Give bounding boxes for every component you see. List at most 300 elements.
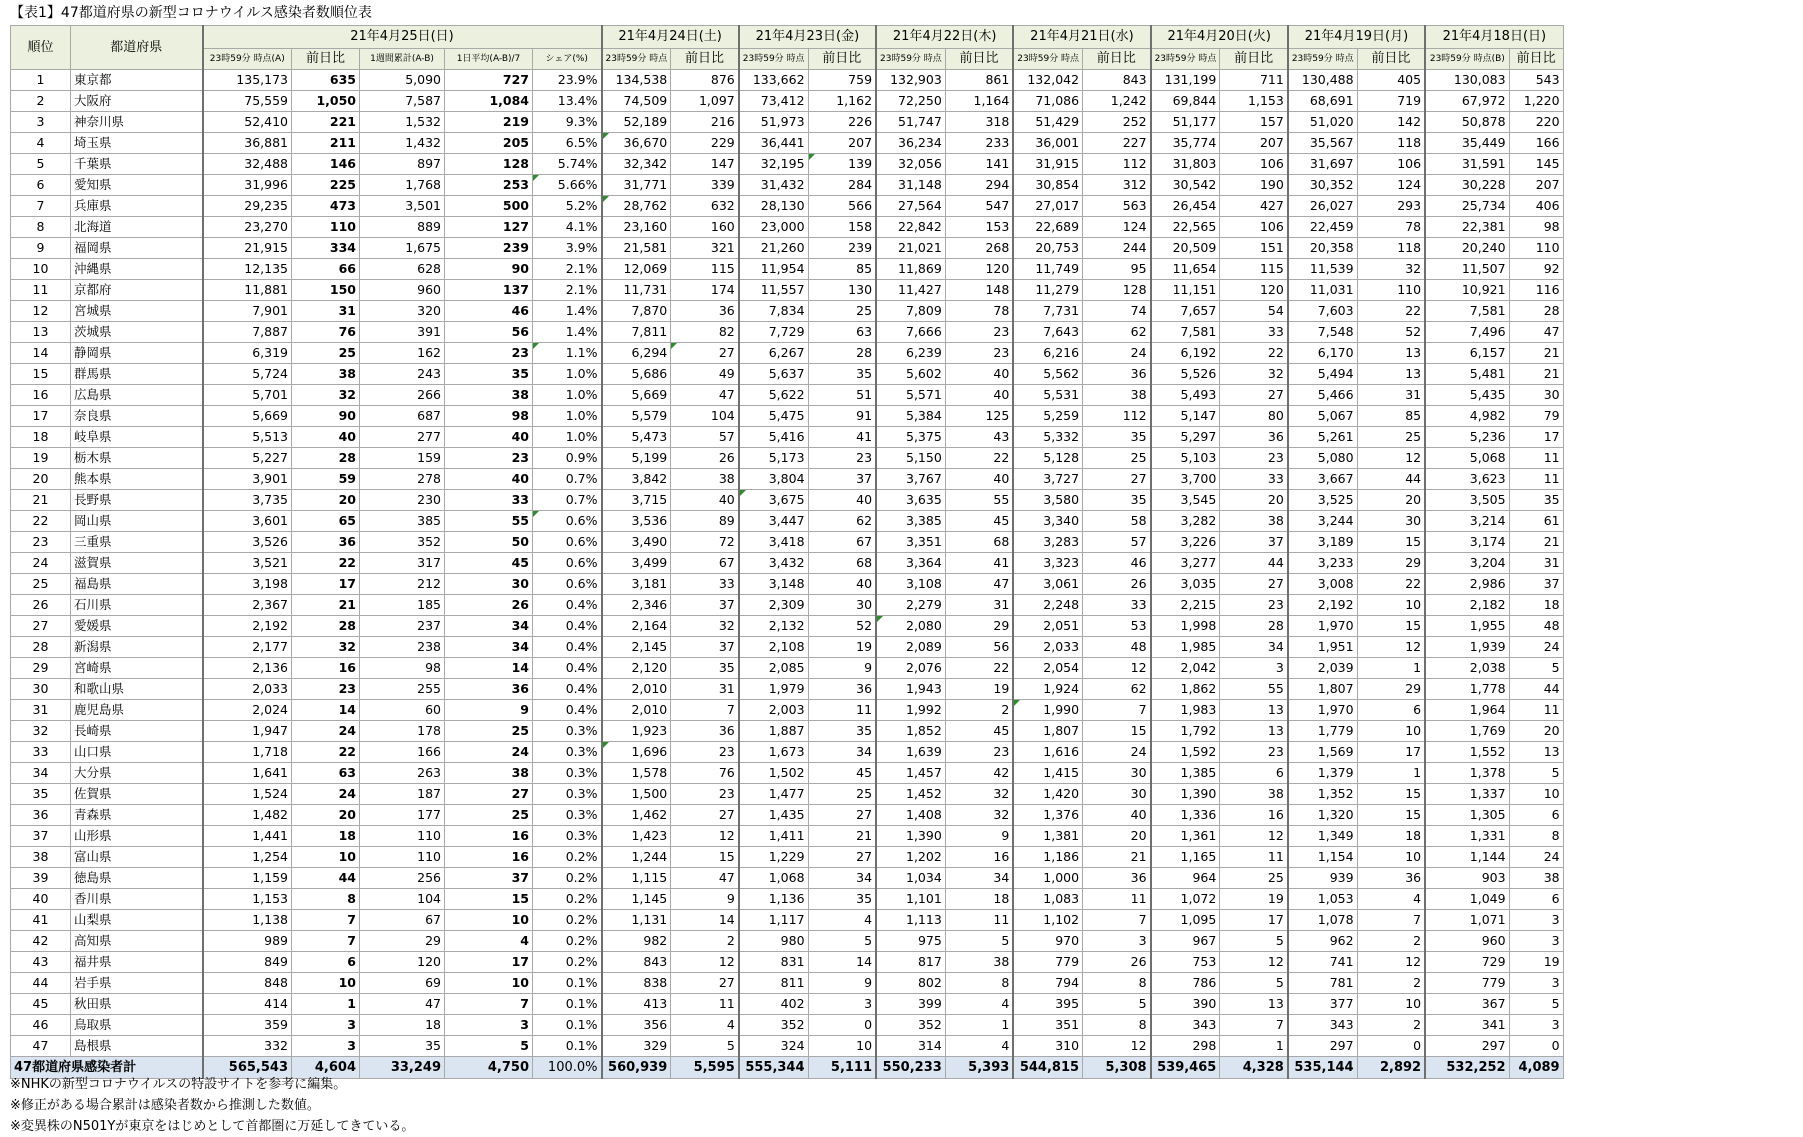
- hist-cumulative-cell: 1,964: [1425, 700, 1509, 721]
- hist-diff-cell: 7: [1083, 700, 1151, 721]
- prev-day-cell: 17: [292, 574, 360, 595]
- hist-cumulative-cell: 2,309: [739, 595, 808, 616]
- hist-diff-cell: 321: [671, 238, 739, 259]
- hist-cumulative-cell: 22,565: [1151, 217, 1220, 238]
- hist-cumulative-cell: 3,490: [602, 532, 671, 553]
- hist-diff-cell: 47: [671, 385, 739, 406]
- hist-cumulative-cell: 1,411: [739, 826, 808, 847]
- hist-diff-cell: 82: [671, 322, 739, 343]
- hist-diff-cell: 339: [671, 175, 739, 196]
- hist-diff-cell: 40: [808, 574, 876, 595]
- hist-cumulative-cell: 838: [602, 973, 671, 994]
- cumulative-cell: 2,024: [203, 700, 292, 721]
- hist-diff-cell: 405: [1357, 70, 1425, 91]
- hist-diff-cell: 157: [1220, 112, 1288, 133]
- hist-diff-cell: 68: [808, 553, 876, 574]
- daily-average-cell: 4: [445, 931, 533, 952]
- hist-cumulative-cell: 2,038: [1425, 658, 1509, 679]
- hist-cumulative-cell: 74,509: [602, 91, 671, 112]
- hist-diff-cell: 36: [1220, 427, 1288, 448]
- hist-diff-cell: 55: [945, 490, 1013, 511]
- hist-cumulative-cell: 939: [1288, 868, 1357, 889]
- hist-cumulative-cell: 1,420: [1013, 784, 1082, 805]
- hist-diff-cell: 10: [1509, 784, 1563, 805]
- daily-average-cell: 56: [445, 322, 533, 343]
- hist-diff-cell: 24: [1509, 637, 1563, 658]
- cumulative-cell: 359: [203, 1015, 292, 1036]
- hist-cumulative-cell: 3,447: [739, 511, 808, 532]
- table-row: [11, 994, 1564, 1015]
- footnotes: [10, 1074, 414, 1137]
- hist-diff-cell: 63: [808, 322, 876, 343]
- hist-diff-cell: 5: [1509, 994, 1563, 1015]
- hist-diff-cell: 27: [671, 805, 739, 826]
- hist-cumulative-cell: 3,108: [876, 574, 945, 595]
- hist-cumulative-cell: 5,669: [602, 385, 671, 406]
- hist-cumulative-cell: 3,545: [1151, 490, 1220, 511]
- hist-cumulative-cell: 356: [602, 1015, 671, 1036]
- hist-cumulative-cell: 5,435: [1425, 385, 1509, 406]
- hist-diff-cell: 30: [808, 595, 876, 616]
- daily-average-cell: 10: [445, 910, 533, 931]
- hist-cumulative-cell: 1,673: [739, 742, 808, 763]
- daily-average-cell: 34: [445, 637, 533, 658]
- prev-day-cell: 21: [292, 595, 360, 616]
- week-total-cell: 60: [360, 700, 445, 721]
- cumulative-cell: 332: [203, 1036, 292, 1057]
- hist-diff-cell: 24: [1083, 343, 1151, 364]
- prefecture-cell: 大分県: [71, 763, 203, 784]
- rank-cell: 47: [11, 1036, 71, 1057]
- hist-diff-cell: 112: [1083, 406, 1151, 427]
- rank-cell: 15: [11, 364, 71, 385]
- daily-average-cell: 239: [445, 238, 533, 259]
- share-cell: 0.3%: [533, 826, 602, 847]
- hist-diff-cell: 318: [945, 112, 1013, 133]
- share-cell: 1.0%: [533, 427, 602, 448]
- hist-cumulative-cell: 71,086: [1013, 91, 1082, 112]
- rank-cell: 20: [11, 469, 71, 490]
- hist-cumulative-cell: 31,148: [876, 175, 945, 196]
- hist-diff-cell: 2: [1357, 973, 1425, 994]
- daily-average-cell: 98: [445, 406, 533, 427]
- hist-cumulative-cell: 130,083: [1425, 70, 1509, 91]
- hist-cumulative-cell: 72,250: [876, 91, 945, 112]
- hist-cumulative-cell: 3,148: [739, 574, 808, 595]
- prefecture-cell: 愛知県: [71, 175, 203, 196]
- share-cell: 0.2%: [533, 889, 602, 910]
- table-row: [11, 91, 1564, 112]
- hist-cumulative-cell: 1,951: [1288, 637, 1357, 658]
- daily-average-cell: 37: [445, 868, 533, 889]
- header-prev-day: 前日比: [1083, 49, 1151, 70]
- hist-cumulative-cell: 3,204: [1425, 553, 1509, 574]
- prev-day-cell: 66: [292, 259, 360, 280]
- hist-cumulative-cell: 1,979: [739, 679, 808, 700]
- hist-cumulative-cell: 2,010: [602, 700, 671, 721]
- hist-diff-cell: 51: [808, 385, 876, 406]
- hist-diff-cell: 216: [671, 112, 739, 133]
- hist-diff-cell: 9: [671, 889, 739, 910]
- table-row: [11, 511, 1564, 532]
- share-cell: 2.1%: [533, 259, 602, 280]
- prev-day-cell: 211: [292, 133, 360, 154]
- hist-cumulative-cell: 967: [1151, 931, 1220, 952]
- hist-cumulative-cell: 341: [1425, 1015, 1509, 1036]
- hist-cumulative-cell: 5,199: [602, 448, 671, 469]
- cumulative-cell: 135,173: [203, 70, 292, 91]
- hist-cumulative-cell: 68,691: [1288, 91, 1357, 112]
- hist-diff-cell: 207: [1509, 175, 1563, 196]
- hist-diff-cell: 3: [1083, 931, 1151, 952]
- hist-cumulative-cell: 1,415: [1013, 763, 1082, 784]
- table-header: [11, 26, 1564, 70]
- prev-day-cell: 24: [292, 721, 360, 742]
- hist-diff-cell: 125: [945, 406, 1013, 427]
- hist-diff-cell: 220: [1509, 112, 1563, 133]
- week-total-cell: 98: [360, 658, 445, 679]
- hist-cumulative-cell: 3,061: [1013, 574, 1082, 595]
- hist-cumulative-cell: 1,616: [1013, 742, 1082, 763]
- hist-cumulative-cell: 22,842: [876, 217, 945, 238]
- hist-diff-cell: 3: [1509, 973, 1563, 994]
- prefecture-cell: 奈良県: [71, 406, 203, 427]
- hist-diff-cell: 20: [1083, 826, 1151, 847]
- rank-cell: 42: [11, 931, 71, 952]
- hist-cumulative-cell: 35,567: [1288, 133, 1357, 154]
- hist-cumulative-cell: 2,054: [1013, 658, 1082, 679]
- header-cumulative: 23時59分 時点: [1013, 49, 1082, 70]
- hist-cumulative-cell: 21,021: [876, 238, 945, 259]
- hist-cumulative-cell: 343: [1151, 1015, 1220, 1036]
- hist-diff-cell: 106: [1220, 217, 1288, 238]
- hist-diff-cell: 44: [1220, 553, 1288, 574]
- share-cell: 5.66%: [533, 175, 602, 196]
- hist-cumulative-cell: 2,010: [602, 679, 671, 700]
- rank-cell: 24: [11, 553, 71, 574]
- hist-diff-cell: 115: [671, 259, 739, 280]
- share-cell: 1.4%: [533, 301, 602, 322]
- hist-cumulative-cell: 3,525: [1288, 490, 1357, 511]
- hist-cumulative-cell: 7,657: [1151, 301, 1220, 322]
- table-row: [11, 637, 1564, 658]
- hist-cumulative-cell: 1,376: [1013, 805, 1082, 826]
- hist-diff-cell: 62: [808, 511, 876, 532]
- header-date-row: [11, 26, 1564, 49]
- share-cell: 6.5%: [533, 133, 602, 154]
- hist-diff-cell: 5: [808, 931, 876, 952]
- prev-day-cell: 146: [292, 154, 360, 175]
- hist-diff-cell: 15: [1357, 805, 1425, 826]
- prev-day-cell: 7: [292, 931, 360, 952]
- hist-cumulative-cell: 130,488: [1288, 70, 1357, 91]
- rank-cell: 27: [11, 616, 71, 637]
- share-cell: 0.4%: [533, 700, 602, 721]
- hist-cumulative-cell: 11,507: [1425, 259, 1509, 280]
- rank-cell: 44: [11, 973, 71, 994]
- hist-cumulative-cell: 7,811: [602, 322, 671, 343]
- prev-day-cell: 225: [292, 175, 360, 196]
- prefecture-cell: 北海道: [71, 217, 203, 238]
- rank-cell: 36: [11, 805, 71, 826]
- header-prev-day: 前日比: [1357, 49, 1425, 70]
- hist-diff-cell: 12: [1220, 826, 1288, 847]
- share-cell: 0.4%: [533, 616, 602, 637]
- rank-cell: 31: [11, 700, 71, 721]
- hist-diff-cell: 25: [808, 301, 876, 322]
- hist-diff-cell: 9: [945, 826, 1013, 847]
- hist-cumulative-cell: 1,352: [1288, 784, 1357, 805]
- hist-cumulative-cell: 3,364: [876, 553, 945, 574]
- header-prev-day: 前日比: [808, 49, 876, 70]
- hist-diff-cell: 68: [945, 532, 1013, 553]
- hist-cumulative-cell: 329: [602, 1036, 671, 1057]
- table-row: [11, 658, 1564, 679]
- total-hist-cumulative: 560,939: [602, 1057, 671, 1079]
- prefecture-cell: 富山県: [71, 847, 203, 868]
- prev-day-cell: 18: [292, 826, 360, 847]
- hist-diff-cell: 12: [1083, 1036, 1151, 1057]
- hist-diff-cell: 120: [945, 259, 1013, 280]
- hist-cumulative-cell: 1,390: [1151, 784, 1220, 805]
- hist-diff-cell: 106: [1220, 154, 1288, 175]
- share-cell: 0.1%: [533, 1036, 602, 1057]
- total-hist-cumulative: 544,815: [1013, 1057, 1082, 1079]
- hist-diff-cell: 38: [1083, 385, 1151, 406]
- share-cell: 0.2%: [533, 910, 602, 931]
- total-hist-cumulative: 535,144: [1288, 1057, 1357, 1079]
- hist-cumulative-cell: 1,117: [739, 910, 808, 931]
- rank-cell: 23: [11, 532, 71, 553]
- hist-diff-cell: 19: [1220, 889, 1288, 910]
- hist-diff-cell: 32: [945, 784, 1013, 805]
- hist-cumulative-cell: 1,165: [1151, 847, 1220, 868]
- rank-cell: 30: [11, 679, 71, 700]
- week-total-cell: 185: [360, 595, 445, 616]
- hist-diff-cell: 174: [671, 280, 739, 301]
- hist-diff-cell: 78: [1357, 217, 1425, 238]
- hist-cumulative-cell: 5,332: [1013, 427, 1082, 448]
- rank-cell: 22: [11, 511, 71, 532]
- hist-cumulative-cell: 1,985: [1151, 637, 1220, 658]
- week-total-cell: 255: [360, 679, 445, 700]
- hist-cumulative-cell: 1,477: [739, 784, 808, 805]
- week-total-cell: 960: [360, 280, 445, 301]
- cumulative-cell: 5,701: [203, 385, 292, 406]
- hist-cumulative-cell: 2,192: [1288, 595, 1357, 616]
- share-cell: 0.3%: [533, 721, 602, 742]
- hist-diff-cell: 55: [1220, 679, 1288, 700]
- hist-cumulative-cell: 5,384: [876, 406, 945, 427]
- prev-day-cell: 20: [292, 490, 360, 511]
- share-cell: 0.3%: [533, 742, 602, 763]
- hist-cumulative-cell: 1,500: [602, 784, 671, 805]
- share-cell: 3.9%: [533, 238, 602, 259]
- hist-cumulative-cell: 51,429: [1013, 112, 1082, 133]
- hist-diff-cell: 17: [1357, 742, 1425, 763]
- cumulative-cell: 2,136: [203, 658, 292, 679]
- hist-cumulative-cell: 7,870: [602, 301, 671, 322]
- hist-cumulative-cell: 960: [1425, 931, 1509, 952]
- hist-diff-cell: 79: [1509, 406, 1563, 427]
- daily-average-cell: 7: [445, 994, 533, 1015]
- week-total-cell: 166: [360, 742, 445, 763]
- hist-cumulative-cell: 7,496: [1425, 322, 1509, 343]
- infection-ranking-table: [10, 25, 1564, 1079]
- daily-average-cell: 14: [445, 658, 533, 679]
- hist-cumulative-cell: 51,973: [739, 112, 808, 133]
- hist-diff-cell: 25: [808, 784, 876, 805]
- hist-cumulative-cell: 3,432: [739, 553, 808, 574]
- week-total-cell: 385: [360, 511, 445, 532]
- hist-cumulative-cell: 21,260: [739, 238, 808, 259]
- hist-cumulative-cell: 23,000: [739, 217, 808, 238]
- hist-diff-cell: 92: [1509, 259, 1563, 280]
- hist-cumulative-cell: 35,449: [1425, 133, 1509, 154]
- hist-diff-cell: 26: [1083, 952, 1151, 973]
- hist-cumulative-cell: 1,779: [1288, 721, 1357, 742]
- hist-cumulative-cell: 2,279: [876, 595, 945, 616]
- prefecture-cell: 京都府: [71, 280, 203, 301]
- hist-cumulative-cell: 1,639: [876, 742, 945, 763]
- hist-cumulative-cell: 3,282: [1151, 511, 1220, 532]
- hist-diff-cell: 711: [1220, 70, 1288, 91]
- hist-diff-cell: 1,097: [671, 91, 739, 112]
- prev-day-cell: 25: [292, 343, 360, 364]
- week-total-cell: 29: [360, 931, 445, 952]
- cumulative-cell: 1,947: [203, 721, 292, 742]
- hist-diff-cell: 120: [1220, 280, 1288, 301]
- hist-cumulative-cell: 3,675: [739, 490, 808, 511]
- prev-day-cell: 473: [292, 196, 360, 217]
- share-cell: 0.4%: [533, 679, 602, 700]
- week-total-cell: 317: [360, 553, 445, 574]
- hist-diff-cell: 22: [945, 448, 1013, 469]
- table-row: [11, 952, 1564, 973]
- week-total-cell: 159: [360, 448, 445, 469]
- share-cell: 0.6%: [533, 574, 602, 595]
- hist-cumulative-cell: 11,654: [1151, 259, 1220, 280]
- hist-diff-cell: 17: [1220, 910, 1288, 931]
- header-date-0418: 21年4月18日(日): [1425, 26, 1563, 49]
- hist-diff-cell: 7: [1220, 1015, 1288, 1036]
- hist-diff-cell: 33: [1083, 595, 1151, 616]
- hist-diff-cell: 0: [1357, 1036, 1425, 1057]
- hist-cumulative-cell: 1,452: [876, 784, 945, 805]
- hist-diff-cell: 139: [808, 154, 876, 175]
- cumulative-cell: 3,735: [203, 490, 292, 511]
- hist-cumulative-cell: 779: [1425, 973, 1509, 994]
- hist-cumulative-cell: 1,983: [1151, 700, 1220, 721]
- prefecture-cell: 千葉県: [71, 154, 203, 175]
- hist-diff-cell: 45: [808, 763, 876, 784]
- hist-diff-cell: 543: [1509, 70, 1563, 91]
- hist-cumulative-cell: 1,862: [1151, 679, 1220, 700]
- hist-cumulative-cell: 1,072: [1151, 889, 1220, 910]
- share-cell: 0.2%: [533, 847, 602, 868]
- hist-diff-cell: 9: [808, 658, 876, 679]
- cumulative-cell: 414: [203, 994, 292, 1015]
- hist-cumulative-cell: 3,283: [1013, 532, 1082, 553]
- hist-diff-cell: 124: [1357, 175, 1425, 196]
- hist-cumulative-cell: 51,747: [876, 112, 945, 133]
- prefecture-cell: 兵庫県: [71, 196, 203, 217]
- table-row: [11, 532, 1564, 553]
- hist-diff-cell: 759: [808, 70, 876, 91]
- hist-cumulative-cell: 390: [1151, 994, 1220, 1015]
- cumulative-cell: 3,521: [203, 553, 292, 574]
- prev-day-cell: 76: [292, 322, 360, 343]
- hist-diff-cell: 21: [808, 826, 876, 847]
- header-prev-day: 前日比: [945, 49, 1013, 70]
- rank-cell: 7: [11, 196, 71, 217]
- hist-diff-cell: 244: [1083, 238, 1151, 259]
- daily-average-cell: 55: [445, 511, 533, 532]
- hist-diff-cell: 29: [945, 616, 1013, 637]
- hist-diff-cell: 141: [945, 154, 1013, 175]
- hist-diff-cell: 27: [1220, 574, 1288, 595]
- hist-cumulative-cell: 35,774: [1151, 133, 1220, 154]
- hist-diff-cell: 427: [1220, 196, 1288, 217]
- hist-cumulative-cell: 5,236: [1425, 427, 1509, 448]
- hist-cumulative-cell: 3,181: [602, 574, 671, 595]
- prev-day-cell: 1,050: [292, 91, 360, 112]
- hist-cumulative-cell: 50,878: [1425, 112, 1509, 133]
- hist-diff-cell: 11: [1509, 469, 1563, 490]
- daily-average-cell: 38: [445, 763, 533, 784]
- header-prev-day: 前日比: [1220, 49, 1288, 70]
- hist-diff-cell: 37: [808, 469, 876, 490]
- hist-cumulative-cell: 5,068: [1425, 448, 1509, 469]
- hist-cumulative-cell: 975: [876, 931, 945, 952]
- hist-cumulative-cell: 5,531: [1013, 385, 1082, 406]
- hist-diff-cell: 11: [1083, 889, 1151, 910]
- rank-cell: 11: [11, 280, 71, 301]
- hist-diff-cell: 3: [1220, 658, 1288, 679]
- hist-diff-cell: 142: [1357, 112, 1425, 133]
- hist-diff-cell: 27: [671, 343, 739, 364]
- hist-cumulative-cell: 1,462: [602, 805, 671, 826]
- table-row: [11, 1036, 1564, 1057]
- hist-cumulative-cell: 31,591: [1425, 154, 1509, 175]
- hist-cumulative-cell: 3,499: [602, 553, 671, 574]
- rank-cell: 14: [11, 343, 71, 364]
- hist-cumulative-cell: 1,053: [1288, 889, 1357, 910]
- hist-diff-cell: 6: [1220, 763, 1288, 784]
- table-row: [11, 1015, 1564, 1036]
- table-row: [11, 826, 1564, 847]
- hist-cumulative-cell: 781: [1288, 973, 1357, 994]
- daily-average-cell: 500: [445, 196, 533, 217]
- hist-cumulative-cell: 352: [876, 1015, 945, 1036]
- hist-cumulative-cell: 36,441: [739, 133, 808, 154]
- daily-average-cell: 5: [445, 1036, 533, 1057]
- prefecture-cell: 宮城県: [71, 301, 203, 322]
- hist-diff-cell: 153: [945, 217, 1013, 238]
- hist-cumulative-cell: 1,423: [602, 826, 671, 847]
- week-total-cell: 243: [360, 364, 445, 385]
- hist-cumulative-cell: 3,700: [1151, 469, 1220, 490]
- hist-diff-cell: 28: [1220, 616, 1288, 637]
- hist-diff-cell: 89: [671, 511, 739, 532]
- daily-average-cell: 23: [445, 448, 533, 469]
- hist-diff-cell: 239: [808, 238, 876, 259]
- share-cell: 23.9%: [533, 70, 602, 91]
- prev-day-cell: 150: [292, 280, 360, 301]
- prev-day-cell: 221: [292, 112, 360, 133]
- total-hist-diff: 2,892: [1357, 1057, 1425, 1079]
- hist-cumulative-cell: 2,076: [876, 658, 945, 679]
